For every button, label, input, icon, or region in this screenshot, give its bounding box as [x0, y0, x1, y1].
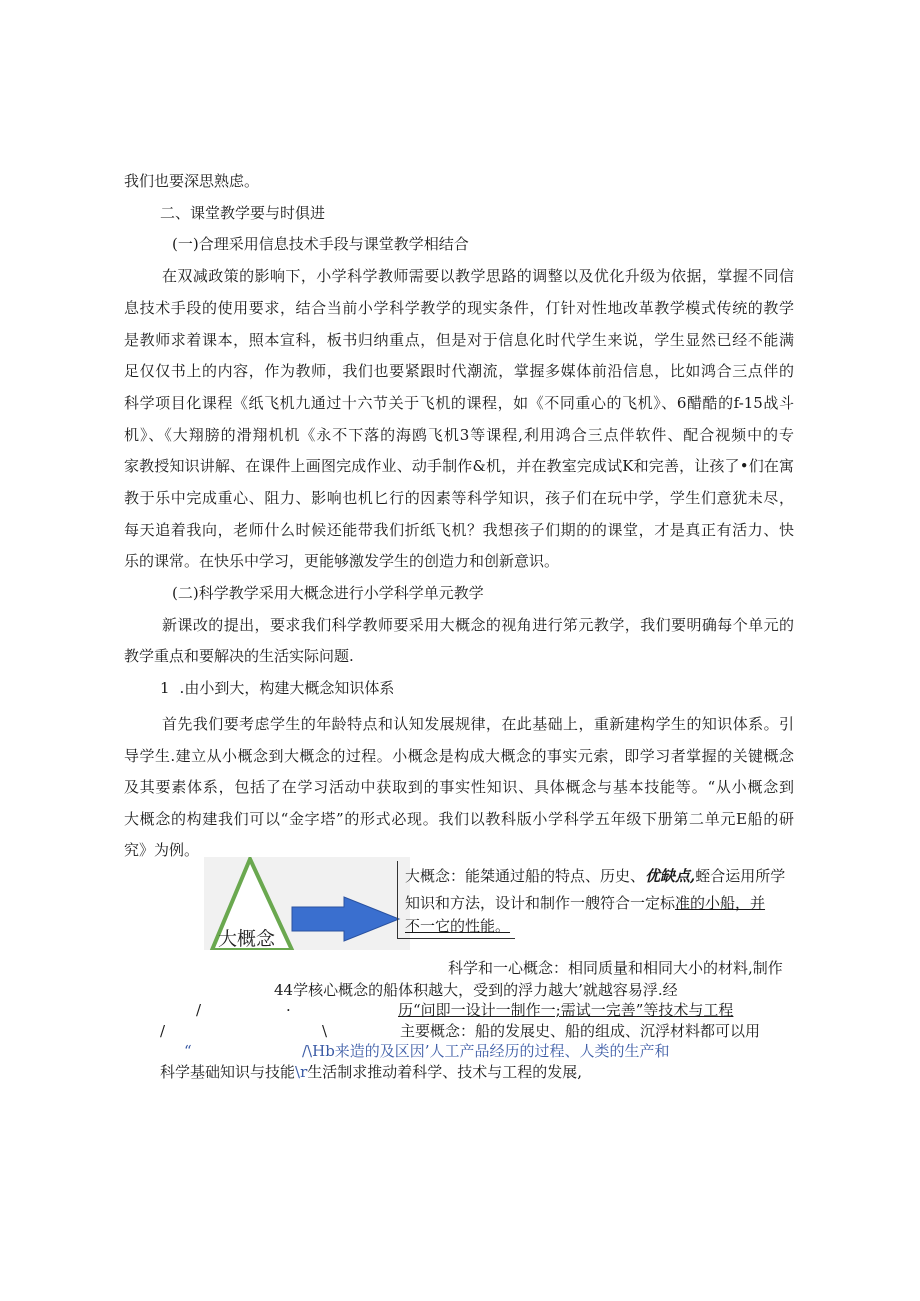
- paragraph-line: 每天追着我向，老师什么时候还能带我们折纸飞机？我想孩子们期的的课堂，才是真正有活力、快: [124, 521, 794, 539]
- base-level-text: 生活制求推动着科学、技术与工程的发展,: [307, 1063, 583, 1081]
- big-concept-text: 知识和方法，设计和制作一艘符合一定标: [405, 894, 676, 912]
- divider-vertical: [397, 861, 398, 939]
- subsection-heading-2: (二)科学教学采用大概念进行小学科学单元教学: [172, 584, 484, 602]
- paragraph-line: 在双减政策的影响下，小学科学教师需要以教学思路的调整以及优化升级为依据，掌握不同信: [162, 267, 794, 285]
- paragraph-line: 足仅仅书上的内容，作为教师，我们也要紧跟时代潮流，掌握多媒体前沿信息，比如鸿合三点伴的: [124, 362, 794, 380]
- paragraph-line: 大概念的构建我们可以“金字塔”的形式必现。我们以教科版小学科学五年级下册第二单元E船的研: [124, 810, 794, 828]
- list-text: .由小到大，构建大概念知识体系: [179, 679, 395, 697]
- pyramid-label: 大概念: [218, 928, 276, 950]
- big-concept-text: 大概念：能桀通过船的特点、历史、: [405, 867, 646, 885]
- core-concept-line-2: 44学核心概念的船体积越大，受到的浮力越大’就越容易浮.经: [274, 981, 678, 999]
- paragraph-line: 及其要素体系，包括了在学习活动中获取到的事实性知识、具体概念与基本技能等。“从小概念到: [124, 778, 794, 796]
- paragraph-line: 新课改的提出，要求我们科学教师要采用大概念的视角进行笫元教学，我们要明确每个单元的: [162, 616, 794, 634]
- slash-mark: /: [160, 1022, 166, 1040]
- big-concept-emphasis: 优缺点,: [645, 867, 696, 885]
- list-item-1: [160, 678, 394, 698]
- backslash-mark: \: [322, 1022, 328, 1040]
- big-concept-line-2: [405, 893, 765, 913]
- list-number: 1: [160, 679, 170, 697]
- paragraph-line: 导学生.建立从小概念到大概念的过程。小概念是构成大概念的事实元索，即学习者掌握的关键概念: [124, 747, 794, 765]
- section-heading-2: 二、课堂教学要与时俱进: [160, 204, 326, 222]
- base-level-mark: \r: [295, 1063, 308, 1081]
- paragraph-line: 机》、《大翔膀的滑翔机机《永不下落的海鸥飞机3等课程,利用鸿合三点伴软件、配合视频中的专: [124, 426, 794, 444]
- base-level-label: 科学基础知识与技能: [160, 1063, 296, 1081]
- paragraph-tail: 我们也要深思熟虑。: [124, 172, 260, 190]
- paragraph-line: 教于乐中完成重心、阻力、影响也机匕行的因素等科学知识，孩子们在玩中学，学生们意犹未尽，: [124, 489, 794, 507]
- big-concept-line-1: [405, 866, 785, 886]
- paragraph-line: 首先我们要考虑学生的年龄特点和认知发展规律，在此基础上，重新建构学生的知识体系。引: [162, 715, 794, 733]
- paragraph-line: 科学项目化课程《纸飞机九通过十六节关于飞机的课程，如《不同重心的飞机》、6醋酷的f-15战斗: [124, 394, 794, 412]
- big-concept-text: 蛭合运用所学: [695, 867, 786, 885]
- paragraph-line: 家教授知识讲解、在课件上画图完成作业、动手制作&机，并在教室完成试K和完善，让孩了•们在寓: [124, 457, 794, 475]
- pyramid-diagram: [204, 857, 410, 950]
- paragraph-line: 教学重点和要解决的生活实际问题.: [124, 647, 354, 665]
- paragraph-line: 乐的课常。在快乐中学习，更能够激发学生的创造力和创新意识。: [124, 552, 560, 570]
- main-concept-line-2: /\Hb来造的及区因’人工产品经历的过程、人类的生产和: [302, 1042, 670, 1060]
- subsection-heading-1: (一)合理采用信息技术手段与课堂教学相结合: [172, 235, 469, 253]
- core-concept-line-3: 历“问即一设计一制作一;需试一完善”等技术与工程: [398, 1001, 734, 1019]
- big-concept-underlined: 准的小船，并: [675, 894, 766, 912]
- core-concept-line-1: 科学和一心概念：相同质量和相同大小的材料,制作: [448, 959, 783, 977]
- paragraph-line: 是教师求着课本，照本宣科，板书归纳重点，但是对于信息化时代学生来说，学生显然已经不能满: [124, 331, 794, 349]
- divider-horizontal: [397, 938, 515, 939]
- main-concept-line-1: 主要概念：船的发展史、船的组成、沉浮材料都可以用: [400, 1022, 761, 1040]
- paragraph-line: 究》为例。: [124, 841, 200, 859]
- quote-mark: “: [184, 1042, 192, 1060]
- paragraph-line: 息技术手段的使用要求，结合当前小学科学教学的现实条件，仃针对性地改革教学模式传统的教学: [124, 299, 794, 317]
- slash-mark: /: [196, 1001, 202, 1019]
- base-level-line: [160, 1062, 582, 1082]
- big-concept-line-3: 不一它的性能。: [405, 917, 511, 935]
- dot-mark: ·: [286, 1001, 291, 1019]
